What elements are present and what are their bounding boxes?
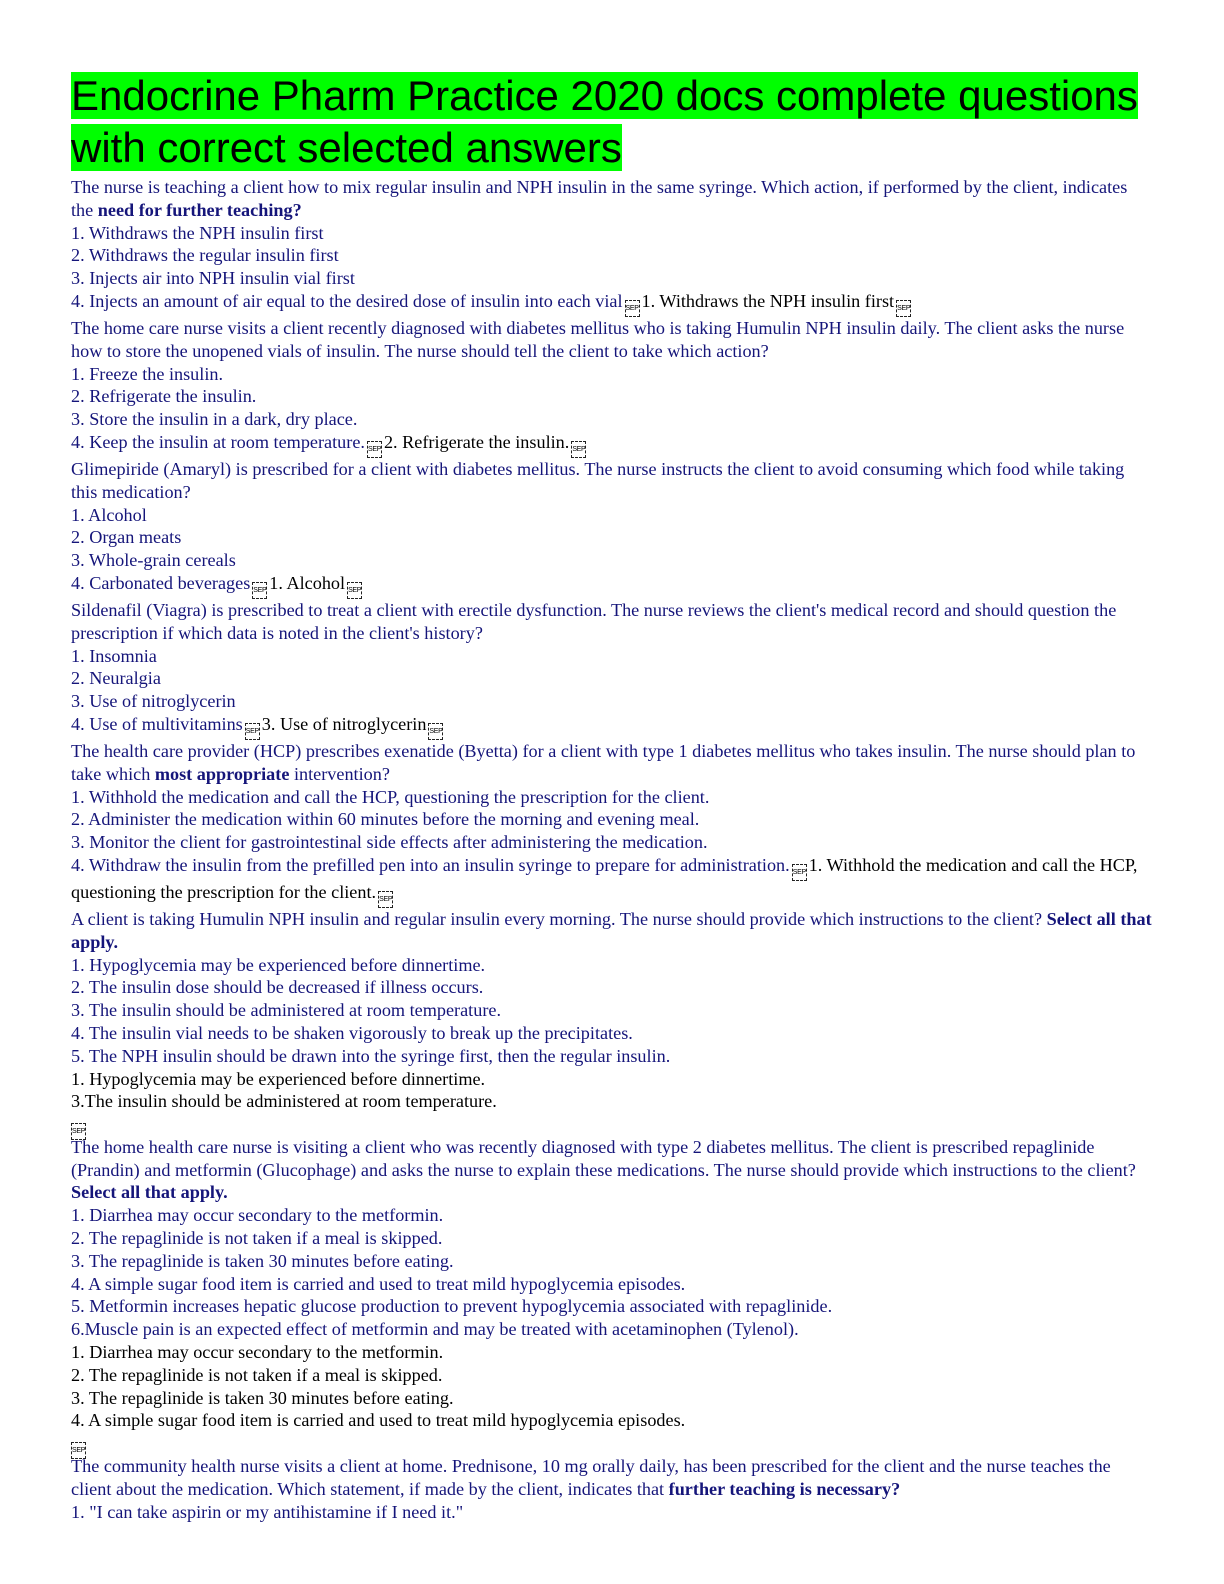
question-6 [71, 908, 1154, 1136]
option-2: 2. The insulin dose should be decreased if illness occurs. [71, 977, 484, 998]
answer: 3. Use of nitroglycerin [261, 713, 427, 734]
option-5: 5. The NPH insulin should be drawn into the syringe first, then the regular insulin. [71, 1045, 671, 1066]
option-2: 2. Refrigerate the insulin. [71, 386, 257, 407]
option-1: 1. "I can take aspirin or my antihistamine if I need it." [71, 1501, 464, 1522]
separator-icon: SEP [896, 300, 911, 317]
option-4-with-answer: 4. Withdraw the insulin from the prefilled pen into an insulin syringe to prepare for administration. SEP 1. Withhold the medication and call the HCP, questioning the prescription for the client. SEP [71, 854, 1154, 908]
answer: 1. Alcohol [269, 572, 346, 593]
answer-4: 4. A simple sugar food item is carried and used to treat mild hypoglycemia episodes. [71, 1410, 686, 1431]
option-1: 1. Diarrhea may occur secondary to the metformin. [71, 1205, 444, 1226]
question-stem: Sildenafil (Viagra) is prescribed to treat a client with erectile dysfunction. The nurse reviews the client's medical record and should question the prescription if which data is noted in the client's history? [71, 599, 1117, 643]
question-stem: The home care nurse visits a client recently diagnosed with diabetes mellitus who is taking Humulin NPH insulin daily. The client asks the nurse how to store the unopened vials of insulin. The nurse should tell the client to take which action? [71, 317, 1125, 361]
option-3: 3. Use of nitroglycerin [71, 691, 236, 712]
option-4-with-answer: 4. Keep the insulin at room temperature. SEP 2. Refrigerate the insulin. SEP [71, 431, 1154, 458]
option-2: 2. Organ meats [71, 527, 182, 548]
option-4: 4. A simple sugar food item is carried and used to treat mild hypoglycemia episodes. [71, 1273, 686, 1294]
option-5: 5. Metformin increases hepatic glucose production to prevent hypoglycemia associated with repaglinide. [71, 1296, 833, 1317]
option-3: 3. Monitor the client for gastrointestinal side effects after administering the medication. [71, 832, 708, 853]
option-3: 3. The insulin should be administered at room temperature. [71, 1000, 501, 1021]
option-2: 2. The repaglinide is not taken if a meal is skipped. [71, 1228, 443, 1249]
question-7 [71, 1136, 1154, 1455]
question-stem: A client is taking Humulin NPH insulin and regular insulin every morning. The nurse should provide which instructions to the client? Select all that apply. [71, 908, 1152, 952]
question-5 [71, 740, 1154, 908]
separator-icon: SEP [71, 1123, 86, 1140]
answer-3: 3. The repaglinide is taken 30 minutes before eating. [71, 1387, 454, 1408]
document-title [71, 70, 1154, 174]
answer: 1. Withdraws the NPH insulin first [641, 290, 895, 311]
question-2 [71, 317, 1154, 458]
option-3: 3. Injects air into NPH insulin vial first [71, 268, 355, 289]
option-3: 3. The repaglinide is taken 30 minutes before eating. [71, 1250, 454, 1271]
separator-icon: SEP [625, 300, 640, 317]
option-2: 2. Neuralgia [71, 668, 161, 689]
separator-icon: SEP [347, 582, 362, 599]
separator-icon: SEP [71, 1442, 86, 1459]
question-8 [71, 1455, 1154, 1523]
option-1: 1. Freeze the insulin. [71, 363, 224, 384]
option-1: 1. Withdraws the NPH insulin first [71, 222, 324, 243]
question-stem: The home health care nurse is visiting a client who was recently diagnosed with type 2 diabetes mellitus. The client is prescribed repaglinide (Prandin) and metformin (Glucophage) and asks the nurse to explain these medications. The nurse should provide which instructions to the client? Select all that apply. [71, 1136, 1136, 1203]
option-1: 1. Insomnia [71, 645, 157, 666]
separator-icon: SEP [367, 441, 382, 458]
question-stem: The nurse is teaching a client how to mix regular insulin and NPH insulin in the same syringe. Which action, if performed by the client, indicates the need for further teaching? [71, 177, 1128, 220]
option-2: 2. Administer the medication within 60 minutes before the morning and evening meal. [71, 809, 700, 830]
question-stem: Glimepiride (Amaryl) is prescribed for a client with diabetes mellitus. The nurse instructs the client to avoid consuming which food while taking this medication? [71, 458, 1125, 502]
question-stem: The community health nurse visits a client at home. Prednisone, 10 mg orally daily, has been prescribed for the client and the nurse teaches the client about the medication. Which statement, if made by the client, indicates that further teaching is necessary? [71, 1456, 1111, 1499]
option-6: 6.Muscle pain is an expected effect of metformin and may be treated with acetaminophen (Tylenol). [71, 1319, 799, 1340]
separator-icon: SEP [378, 891, 393, 908]
option-4-with-answer: 4. Carbonated beverages SEP 1. Alcohol SEP [71, 572, 1154, 599]
option-3: 3. Store the insulin in a dark, dry place. [71, 409, 358, 430]
question-1 [71, 176, 1154, 317]
separator-icon: SEP [245, 723, 260, 740]
option-1: 1. Alcohol [71, 504, 147, 525]
option-2: 2. Withdraws the regular insulin first [71, 245, 339, 266]
option-4-with-answer: 4. Injects an amount of air equal to the desired dose of insulin into each vial SEP 1. Withdraws the NPH insulin first SEP [71, 290, 1154, 317]
document-body [71, 176, 1154, 1523]
separator-icon: SEP [252, 582, 267, 599]
option-3: 3. Whole-grain cereals [71, 550, 236, 571]
option-1: 1. Hypoglycemia may be experienced before dinnertime. [71, 954, 486, 975]
answer-2: 2. The repaglinide is not taken if a meal is skipped. [71, 1364, 443, 1385]
answer: 1. Withhold the medication and call the HCP, questioning the prescription for the client. [71, 854, 1138, 902]
title-highlight: Endocrine Pharm Practice 2020 docs complete questions with correct selected answers [71, 72, 1138, 171]
option-4-with-answer: 4. Use of multivitamins SEP 3. Use of nitroglycerin SEP [71, 713, 1154, 740]
separator-icon: SEP [792, 864, 807, 881]
answer: 2. Refrigerate the insulin. [383, 431, 570, 452]
question-3 [71, 458, 1154, 599]
option-4: 4. The insulin vial needs to be shaken vigorously to break up the precipitates. [71, 1022, 633, 1043]
question-stem: The health care provider (HCP) prescribes exenatide (Byetta) for a client with type 1 diabetes mellitus who takes insulin. The nurse should plan to take which most appropriate intervention? [71, 740, 1136, 784]
answer-2: 3.The insulin should be administered at room temperature. [71, 1091, 497, 1112]
answer-1: 1. Diarrhea may occur secondary to the metformin. [71, 1342, 444, 1363]
option-1: 1. Withhold the medication and call the HCP, questioning the prescription for the client. [71, 786, 710, 807]
separator-icon: SEP [571, 441, 586, 458]
answer-1: 1. Hypoglycemia may be experienced before dinnertime. [71, 1068, 486, 1089]
question-4 [71, 599, 1154, 740]
separator-icon: SEP [428, 723, 443, 740]
